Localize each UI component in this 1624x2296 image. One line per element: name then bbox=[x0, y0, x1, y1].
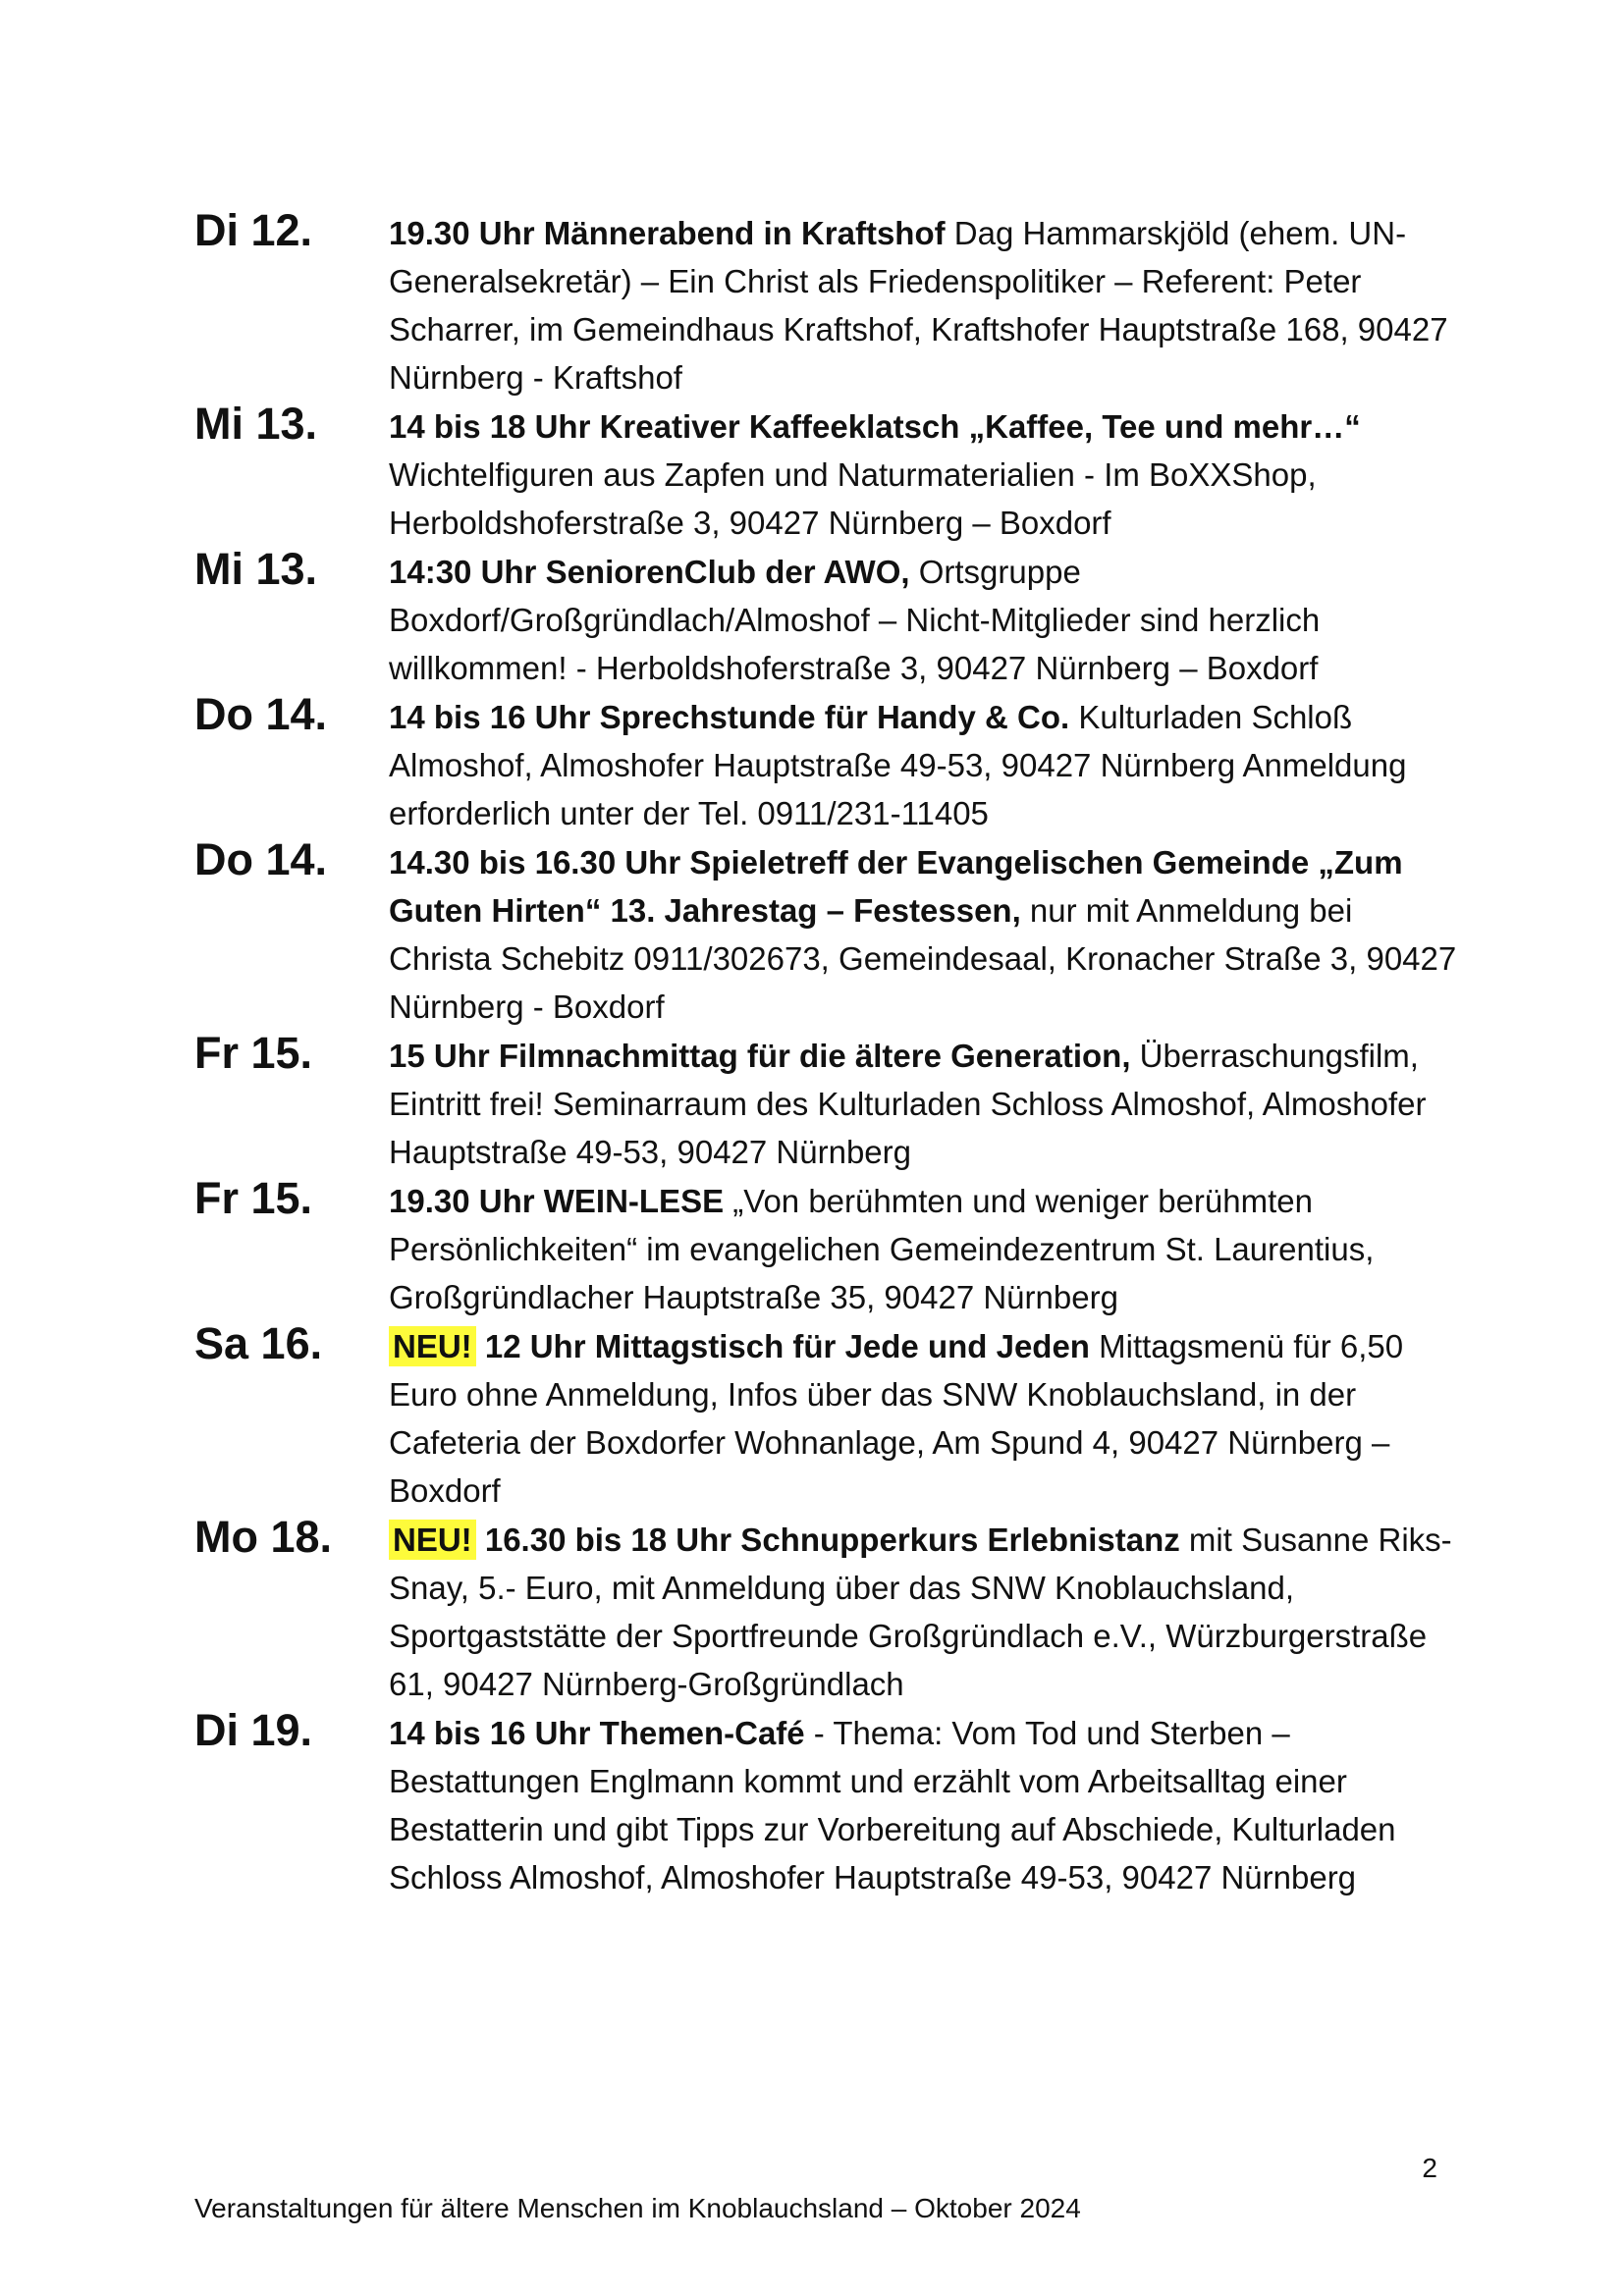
event-title: 14.30 bis 16.30 Uhr Spieletreff der Evangelischen Gemeinde „Zum Guten Hirten“ 13. Jahrestag – Festessen, bbox=[389, 844, 1403, 929]
event-description bbox=[389, 1174, 1461, 1321]
event-title: 14 bis 16 Uhr Sprechstunde für Handy & Co. bbox=[389, 699, 1070, 735]
event-details: Wichtelfiguren aus Zapfen und Naturmaterialien - Im BoXXShop, Herboldshoferstraße 3, 90427 Nürnberg – Boxdorf bbox=[389, 456, 1317, 541]
event-entry bbox=[194, 1174, 1461, 1321]
event-title: 15 Uhr Filmnachmittag für die ältere Generation, bbox=[389, 1038, 1131, 1074]
event-title: 19.30 Uhr WEIN-LESE bbox=[389, 1183, 725, 1219]
event-details: Mittagsmenü für 6,50 Euro ohne Anmeldung, Infos über das SNW Knoblauchsland, in der Cafeteria der Boxdorfer Wohnanlage, Am Spund 4, 90427 Nürnberg – Boxdorf bbox=[389, 1328, 1404, 1509]
new-badge: NEU! bbox=[389, 1520, 476, 1560]
event-entry bbox=[194, 400, 1461, 547]
event-entry bbox=[194, 1319, 1461, 1515]
event-details: - Thema: Vom Tod und Sterben – Bestattungen Englmann kommt und erzählt vom Arbeitsalltag einer Bestatterin und gibt Tipps zur Vorbereitung auf Abschiede, Kulturladen Schloss Almoshof, Almoshofer Hauptstraße 49-53, 90427 Nürnberg bbox=[389, 1715, 1396, 1896]
event-details: Kulturladen Schloß Almoshof, Almoshofer Hauptstraße 49-53, 90427 Nürnberg Anmeldung erforderlich unter der Tel. 0911/231-11405 bbox=[389, 699, 1407, 831]
event-entry bbox=[194, 835, 1461, 1031]
event-date: Mi 13. bbox=[194, 399, 318, 449]
event-date: Fr 15. bbox=[194, 1173, 313, 1223]
event-description bbox=[389, 545, 1461, 692]
event-title: 14:30 Uhr SeniorenClub der AWO, bbox=[389, 554, 910, 590]
event-date: Fr 15. bbox=[194, 1028, 313, 1078]
event-date: Mo 18. bbox=[194, 1512, 333, 1562]
event-details: Überraschungsfilm, Eintritt frei! Seminarraum des Kulturladen Schloss Almoshof, Almoshofer Hauptstraße 49-53, 90427 Nürnberg bbox=[389, 1038, 1427, 1170]
event-date: Di 19. bbox=[194, 1705, 313, 1755]
event-description bbox=[389, 1029, 1461, 1176]
event-description bbox=[389, 690, 1461, 837]
event-date: Di 12. bbox=[194, 205, 313, 255]
event-details: mit Susanne Riks-Snay, 5.- Euro, mit Anmeldung über das SNW Knoblauchsland, Sportgaststätte der Sportfreunde Großgründlach e.V., Würzburgerstraße 61, 90427 Nürnberg-Großgründlach bbox=[389, 1522, 1452, 1702]
page-number: 2 bbox=[1422, 2153, 1437, 2183]
event-entry bbox=[194, 545, 1461, 692]
event-title: 14 bis 18 Uhr Kreativer Kaffeeklatsch „Kaffee, Tee und mehr…“ bbox=[389, 408, 1361, 445]
event-details: Dag Hammarskjöld (ehem. UN-Generalsekretär) – Ein Christ als Friedenspolitiker – Referent: Peter Scharrer, im Gemeindhaus Kraftshof, Kraftshofer Hauptstraße 168, 90427 Nürnberg - Kraftshof bbox=[389, 215, 1448, 396]
event-description bbox=[389, 835, 1461, 1031]
event-entry bbox=[194, 1029, 1461, 1176]
event-entry bbox=[194, 1513, 1461, 1708]
event-title: 19.30 Uhr Männerabend in Kraftshof bbox=[389, 215, 946, 251]
event-description bbox=[389, 1319, 1461, 1515]
event-title: 16.30 bis 18 Uhr Schnupperkurs Erlebnistanz bbox=[475, 1522, 1180, 1558]
event-date: Do 14. bbox=[194, 834, 328, 884]
event-entry bbox=[194, 206, 1461, 401]
page-footer: Veranstaltungen für ältere Menschen im Knoblauchsland – Oktober 2024 bbox=[194, 2193, 1081, 2223]
event-entry bbox=[194, 1706, 1461, 1901]
event-list bbox=[194, 206, 1461, 1919]
event-description bbox=[389, 1706, 1461, 1901]
event-description bbox=[389, 206, 1461, 401]
event-details: Ortsgruppe Boxdorf/Großgründlach/Almoshof – Nicht-Mitglieder sind herzlich willkommen! - Herboldshoferstraße 3, 90427 Nürnberg – Boxdorf bbox=[389, 554, 1321, 686]
event-date: Sa 16. bbox=[194, 1318, 323, 1368]
event-title: 12 Uhr Mittagstisch für Jede und Jeden bbox=[475, 1328, 1090, 1364]
new-badge: NEU! bbox=[389, 1326, 476, 1366]
event-date: Do 14. bbox=[194, 689, 328, 739]
event-date: Mi 13. bbox=[194, 544, 318, 594]
event-entry bbox=[194, 690, 1461, 837]
event-details: nur mit Anmeldung bei Christa Schebitz 0911/302673, Gemeindesaal, Kronacher Straße 3, 90427 Nürnberg - Boxdorf bbox=[389, 892, 1457, 1025]
event-details: „Von berühmten und weniger berühmten Persönlichkeiten“ im evangelichen Gemeindezentrum St. Laurentius, Großgründlacher Hauptstraße 35, 90427 Nürnberg bbox=[389, 1183, 1375, 1315]
event-title: 14 bis 16 Uhr Themen-Café bbox=[389, 1715, 805, 1751]
event-description bbox=[389, 400, 1461, 547]
event-description bbox=[389, 1513, 1461, 1708]
